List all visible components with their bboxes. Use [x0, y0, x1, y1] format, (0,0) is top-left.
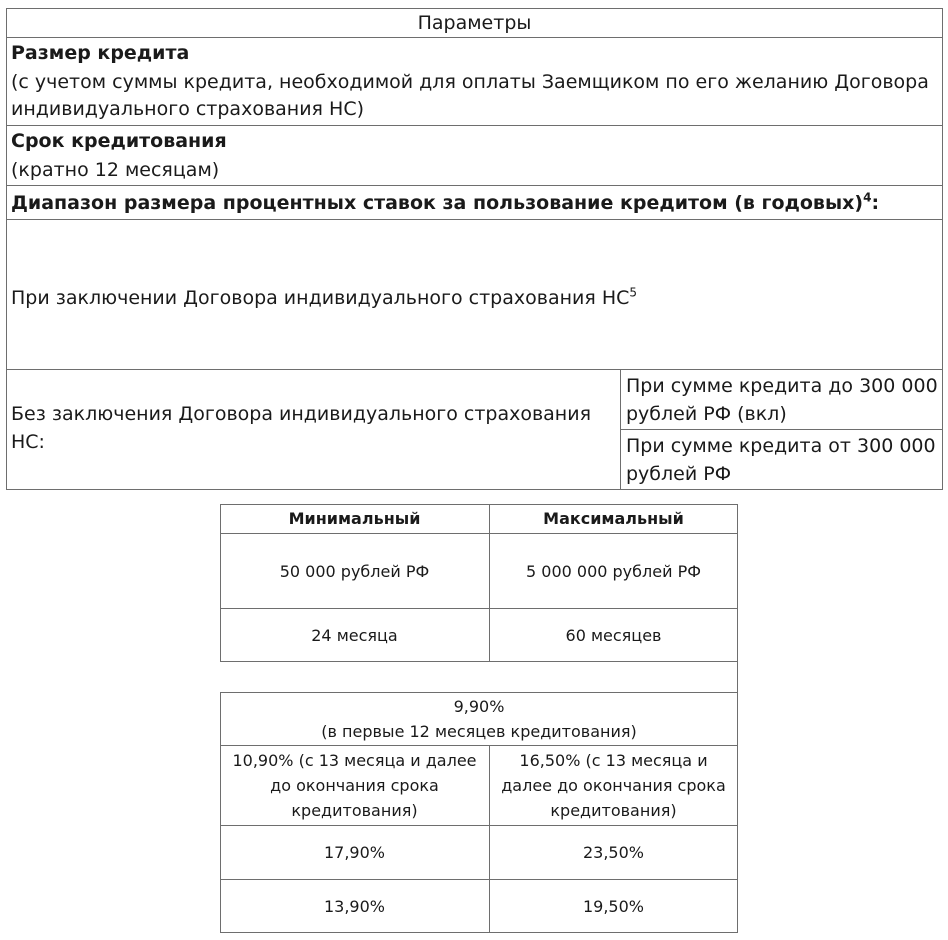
term-min: 24 месяца: [311, 626, 398, 645]
loan-amount-row: [6, 38, 943, 126]
without-insurance-label-line1: Без заключения Договора индивидуального страхования: [11, 403, 592, 425]
min-after-note-line1: (с 13 месяца и далее: [293, 751, 477, 770]
from-300k-cell: [620, 430, 943, 490]
first-rate: 9,90%: [453, 696, 505, 716]
loan-term-note: (кратно 12 месяцам): [11, 159, 220, 181]
max-after-note-line1: (с 13 месяца и: [580, 751, 708, 770]
term-max-cell: [489, 609, 738, 662]
loan-amount-note-line2: индивидуального страхования НС): [11, 98, 364, 120]
max-after-line1: [519, 748, 707, 773]
no-ins-from-min: 13,90%: [323, 897, 385, 916]
parameters-header: Параметры: [417, 12, 532, 34]
loan-term-title: Срок кредитования: [11, 130, 227, 152]
rate-range-row: [6, 186, 943, 220]
no-ins-from-max: 19,50%: [582, 897, 644, 916]
min-after-note-line3: кредитования): [291, 801, 418, 820]
min-after-note-line2: до окончания срока: [270, 776, 439, 795]
no-ins-from-max-cell: [489, 880, 738, 933]
without-insurance-label-line2: НС:: [11, 431, 45, 453]
min-header: [220, 504, 489, 534]
max-after-note-line2: далее до окончания срока: [501, 776, 726, 795]
footnote-4: 4: [863, 190, 872, 205]
up-to-300k-line1: При сумме кредита до 300 000: [626, 375, 938, 397]
with-insurance-row: [6, 220, 943, 370]
min-after-cell: [220, 746, 489, 826]
amount-max: 5 000 000 рублей РФ: [526, 561, 701, 581]
from-300k-line1: При сумме кредита от 300 000: [626, 435, 936, 457]
up-to-300k-line2: рублей РФ (вкл): [626, 403, 787, 425]
rate-range-title-text: Диапазон размера процентных ставок за пользование кредитом (в годовых): [11, 192, 864, 214]
max-after-cell: [489, 746, 738, 826]
amount-min-cell: [220, 534, 489, 609]
loan-amount-note-line1: (с учетом суммы кредита, необходимой для оплаты Заемщиком по его желанию Договора: [11, 71, 929, 93]
first-rate-cell: [220, 692, 738, 746]
no-ins-upto-max: 23,50%: [582, 843, 644, 862]
max-after-rate: 16,50%: [519, 751, 581, 770]
amount-min: 50 000 рублей РФ: [279, 561, 430, 581]
with-insurance-label-text: При заключении Договора индивидуального страхования НС: [11, 287, 630, 309]
min-header-text: Минимальный: [288, 509, 421, 528]
up-to-300k-cell: [620, 370, 943, 430]
term-max: 60 месяцев: [565, 626, 662, 645]
max-after-note-line3: кредитования): [550, 801, 677, 820]
no-ins-from-min-cell: [220, 880, 489, 933]
first-rate-note: (в первые 12 месяцев кредитования): [321, 721, 637, 741]
loan-amount-title: Размер кредита: [11, 42, 190, 64]
rate-range-colon: :: [871, 192, 880, 214]
min-after-line1: [232, 748, 476, 773]
max-header-text: Максимальный: [543, 509, 684, 528]
with-insurance-label: [11, 284, 637, 312]
rate-range-title: [11, 189, 879, 217]
without-insurance-row: [6, 370, 943, 490]
min-after-rate: 10,90%: [232, 751, 294, 770]
max-header: [489, 504, 738, 534]
no-ins-upto-max-cell: [489, 826, 738, 880]
no-ins-upto-min: 17,90%: [323, 843, 385, 862]
parameters-header-row: [6, 8, 943, 38]
loan-term-row: [6, 126, 943, 186]
from-300k-line2: рублей РФ: [626, 463, 732, 485]
footnote-5: 5: [629, 285, 638, 300]
term-min-cell: [220, 609, 489, 662]
amount-max-cell: [489, 534, 738, 609]
tables-connector: [737, 662, 738, 692]
no-ins-upto-min-cell: [220, 826, 489, 880]
